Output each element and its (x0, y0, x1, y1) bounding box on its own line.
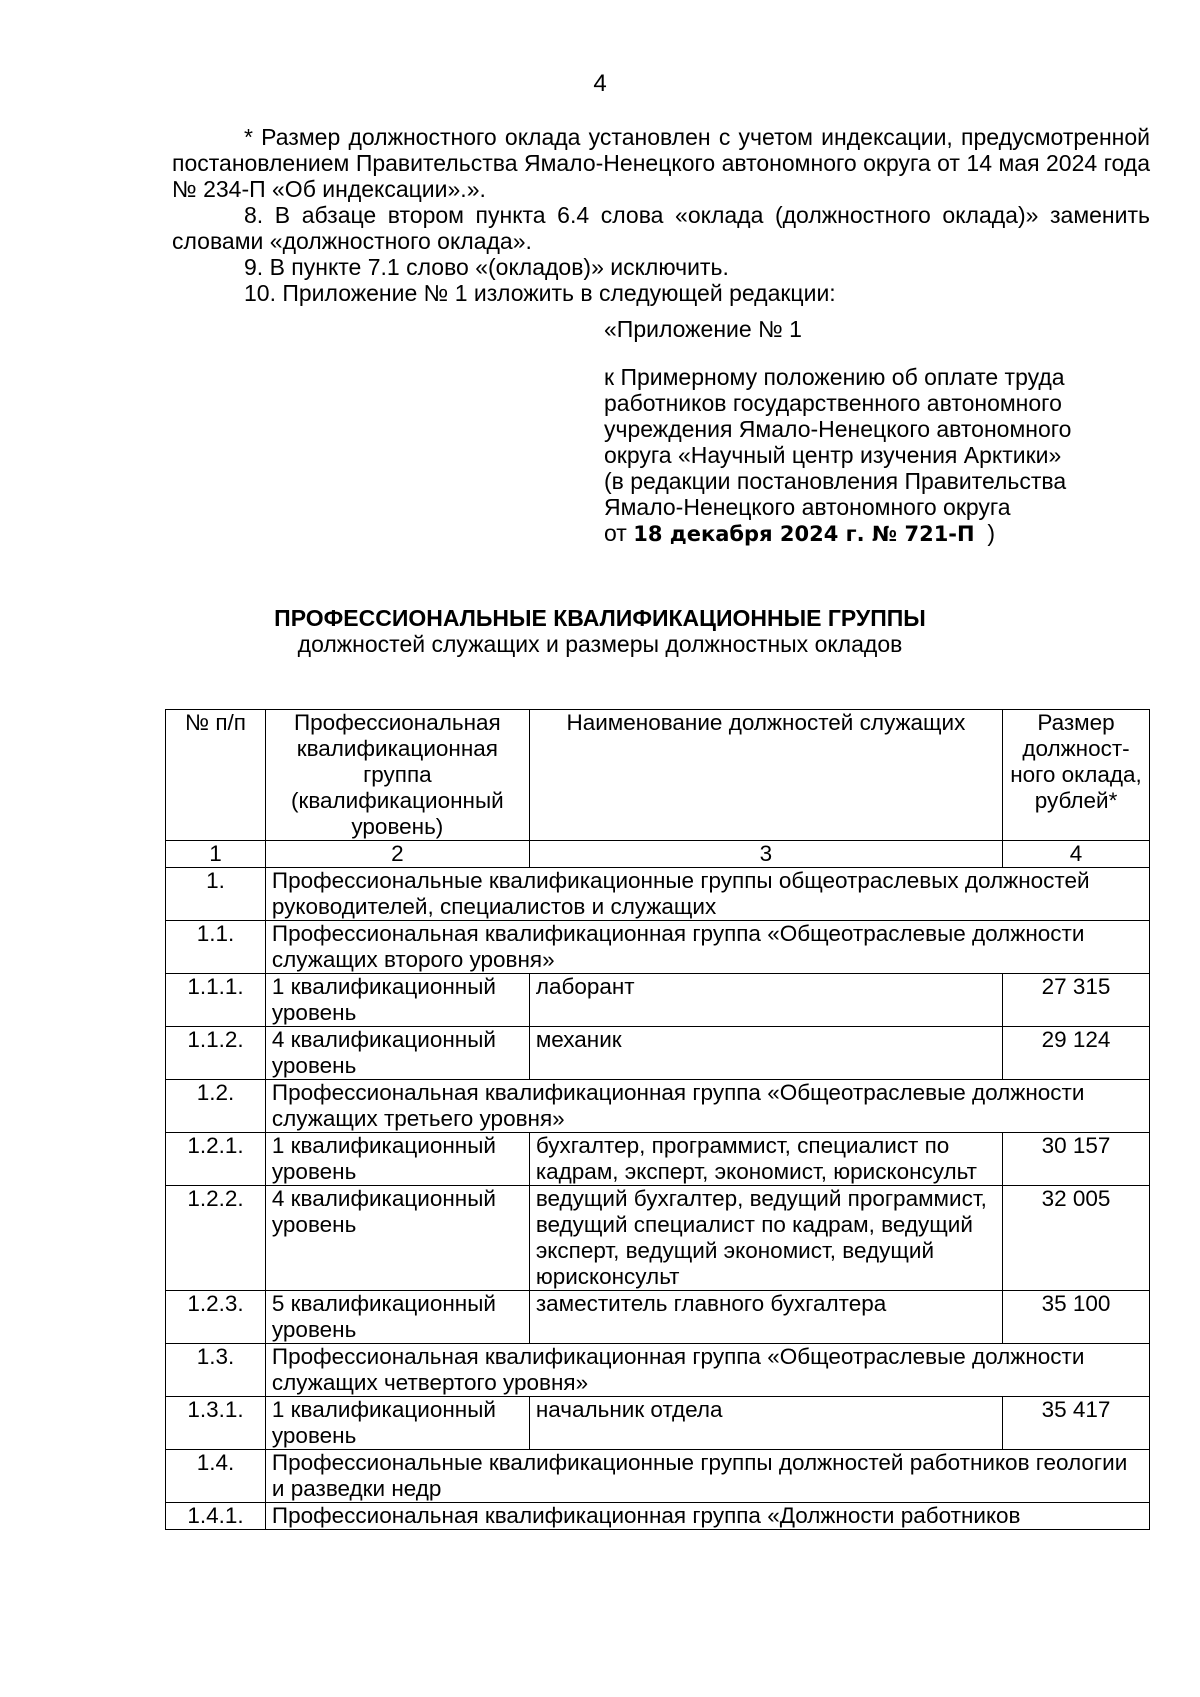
positions-cell: начальник отдела (529, 1397, 1002, 1450)
salary-cell: 35 417 (1003, 1397, 1150, 1450)
paragraph-item-9: 9. В пункте 7.1 слово «(окладов)» исключить. (244, 254, 729, 280)
row-number-cell: 1.4.1. (166, 1503, 266, 1530)
salary-cell: 27 315 (1003, 974, 1150, 1027)
appendix-heading: «Приложение № 1 (604, 316, 802, 342)
appendix-line: работников государственного автономного (604, 390, 1062, 416)
index-cell: 1 (166, 841, 266, 868)
table-index-row (166, 841, 1150, 868)
title-line-2: должностей служащих и размеры должностных окладов (297, 631, 903, 657)
group-title-cell: Профессиональная квалификационная группа «Общеотраслевые должности служащих второго уровня» (265, 921, 1149, 974)
body-text (172, 124, 1150, 306)
positions-cell: механик (529, 1027, 1002, 1080)
document-title (0, 605, 1200, 657)
positions-cell: ведущий бухгалтер, ведущий программист, ведущий специалист по кадрам, ведущий эксперт, ведущий экономист, ведущий юрисконсульт (529, 1186, 1002, 1291)
table-body (166, 841, 1150, 1530)
header-positions: Наименование должностей служащих (529, 710, 1002, 841)
index-cell: 3 (529, 841, 1002, 868)
group-title-cell: Профессиональные квалификационные группы общеотраслевых должностей руководителей, специалистов и служащих (265, 868, 1149, 921)
row-number-cell: 1.1.1. (166, 974, 266, 1027)
table-row (166, 1133, 1150, 1186)
table-row (166, 1450, 1150, 1503)
table-row (166, 1080, 1150, 1133)
table-header-row (166, 710, 1150, 841)
group-title-cell: Профессиональные квалификационные группы должностей работников геологии и разведки недр (265, 1450, 1149, 1503)
paragraph-item-10: 10. Приложение № 1 изложить в следующей редакции: (244, 280, 836, 306)
salary-cell: 29 124 (1003, 1027, 1150, 1080)
row-number-cell: 1.2.2. (166, 1186, 266, 1291)
table-row (166, 921, 1150, 974)
positions-cell: заместитель главного бухгалтера (529, 1291, 1002, 1344)
salary-cell: 32 005 (1003, 1186, 1150, 1291)
positions-cell: бухгалтер, программист, специалист по кадрам, эксперт, экономист, юрисконсульт (529, 1133, 1002, 1186)
row-number-cell: 1.1.2. (166, 1027, 266, 1080)
group-title-cell: Профессиональная квалификационная группа «Должности работников (265, 1503, 1149, 1530)
appendix-date-value: 18 декабря 2024 г. № 721-П (633, 522, 975, 546)
header-salary: Размер должност-ного оклада, рублей* (1003, 710, 1150, 841)
table-row (166, 1186, 1150, 1291)
appendix-line: к Примерному положению об оплате труда (604, 364, 1065, 390)
qualification-level-cell: 5 квалификационный уровень (265, 1291, 529, 1344)
appendix-line: учреждения Ямало-Ненецкого автономного (604, 416, 1072, 442)
appendix-line: (в редакции постановления Правительства (604, 468, 1067, 494)
row-number-cell: 1. (166, 868, 266, 921)
index-cell: 4 (1003, 841, 1150, 868)
header-group: Профессиональная квалификационная группа (квалификационный уровень) (265, 710, 529, 841)
group-title-cell: Профессиональная квалификационная группа «Общеотраслевые должности служащих четвертого уровня» (265, 1344, 1149, 1397)
table-row (166, 1397, 1150, 1450)
title-line-1: ПРОФЕССИОНАЛЬНЫЕ КВАЛИФИКАЦИОННЫЕ ГРУППЫ (274, 605, 926, 631)
qualification-level-cell: 4 квалификационный уровень (265, 1186, 529, 1291)
qualification-level-cell: 1 квалификационный уровень (265, 1397, 529, 1450)
appendix-line: округа «Научный центр изучения Арктики» (604, 442, 1062, 468)
row-number-cell: 1.2.3. (166, 1291, 266, 1344)
row-number-cell: 1.4. (166, 1450, 266, 1503)
qualification-level-cell: 1 квалификационный уровень (265, 1133, 529, 1186)
salary-table (165, 709, 1150, 1530)
positions-cell: лаборант (529, 974, 1002, 1027)
appendix-date-prefix: от (604, 520, 627, 546)
salary-cell: 35 100 (1003, 1291, 1150, 1344)
appendix-date-line (604, 520, 1164, 547)
appendix-line: Ямало-Ненецкого автономного округа (604, 494, 1011, 520)
paragraph-item-8: 8. В абзаце втором пункта 6.4 слова «оклада (должностного оклада)» заменить словами «должностного оклада». (172, 202, 1150, 254)
page-number: 4 (593, 70, 607, 97)
row-number-cell: 1.2.1. (166, 1133, 266, 1186)
table-row (166, 1344, 1150, 1397)
row-number-cell: 1.3.1. (166, 1397, 266, 1450)
table-row (166, 1503, 1150, 1530)
appendix-header (604, 316, 1164, 547)
table-row (166, 1291, 1150, 1344)
group-title-cell: Профессиональная квалификационная группа «Общеотраслевые должности служащих третьего уровня» (265, 1080, 1149, 1133)
footnote-paragraph: * Размер должностного оклада установлен с учетом индексации, предусмотренной постановлением Правительства Ямало-Ненецкого автономного округа от 14 мая 2024 года № 234-П «Об индексации».». (172, 124, 1150, 202)
table-row (166, 868, 1150, 921)
row-number-cell: 1.1. (166, 921, 266, 974)
table-row (166, 974, 1150, 1027)
header-number: № п/п (166, 710, 266, 841)
row-number-cell: 1.2. (166, 1080, 266, 1133)
index-cell: 2 (265, 841, 529, 868)
row-number-cell: 1.3. (166, 1344, 266, 1397)
qualification-level-cell: 1 квалификационный уровень (265, 974, 529, 1027)
appendix-date-suffix: ) (987, 520, 996, 546)
qualification-level-cell: 4 квалификационный уровень (265, 1027, 529, 1080)
salary-cell: 30 157 (1003, 1133, 1150, 1186)
table-row (166, 1027, 1150, 1080)
